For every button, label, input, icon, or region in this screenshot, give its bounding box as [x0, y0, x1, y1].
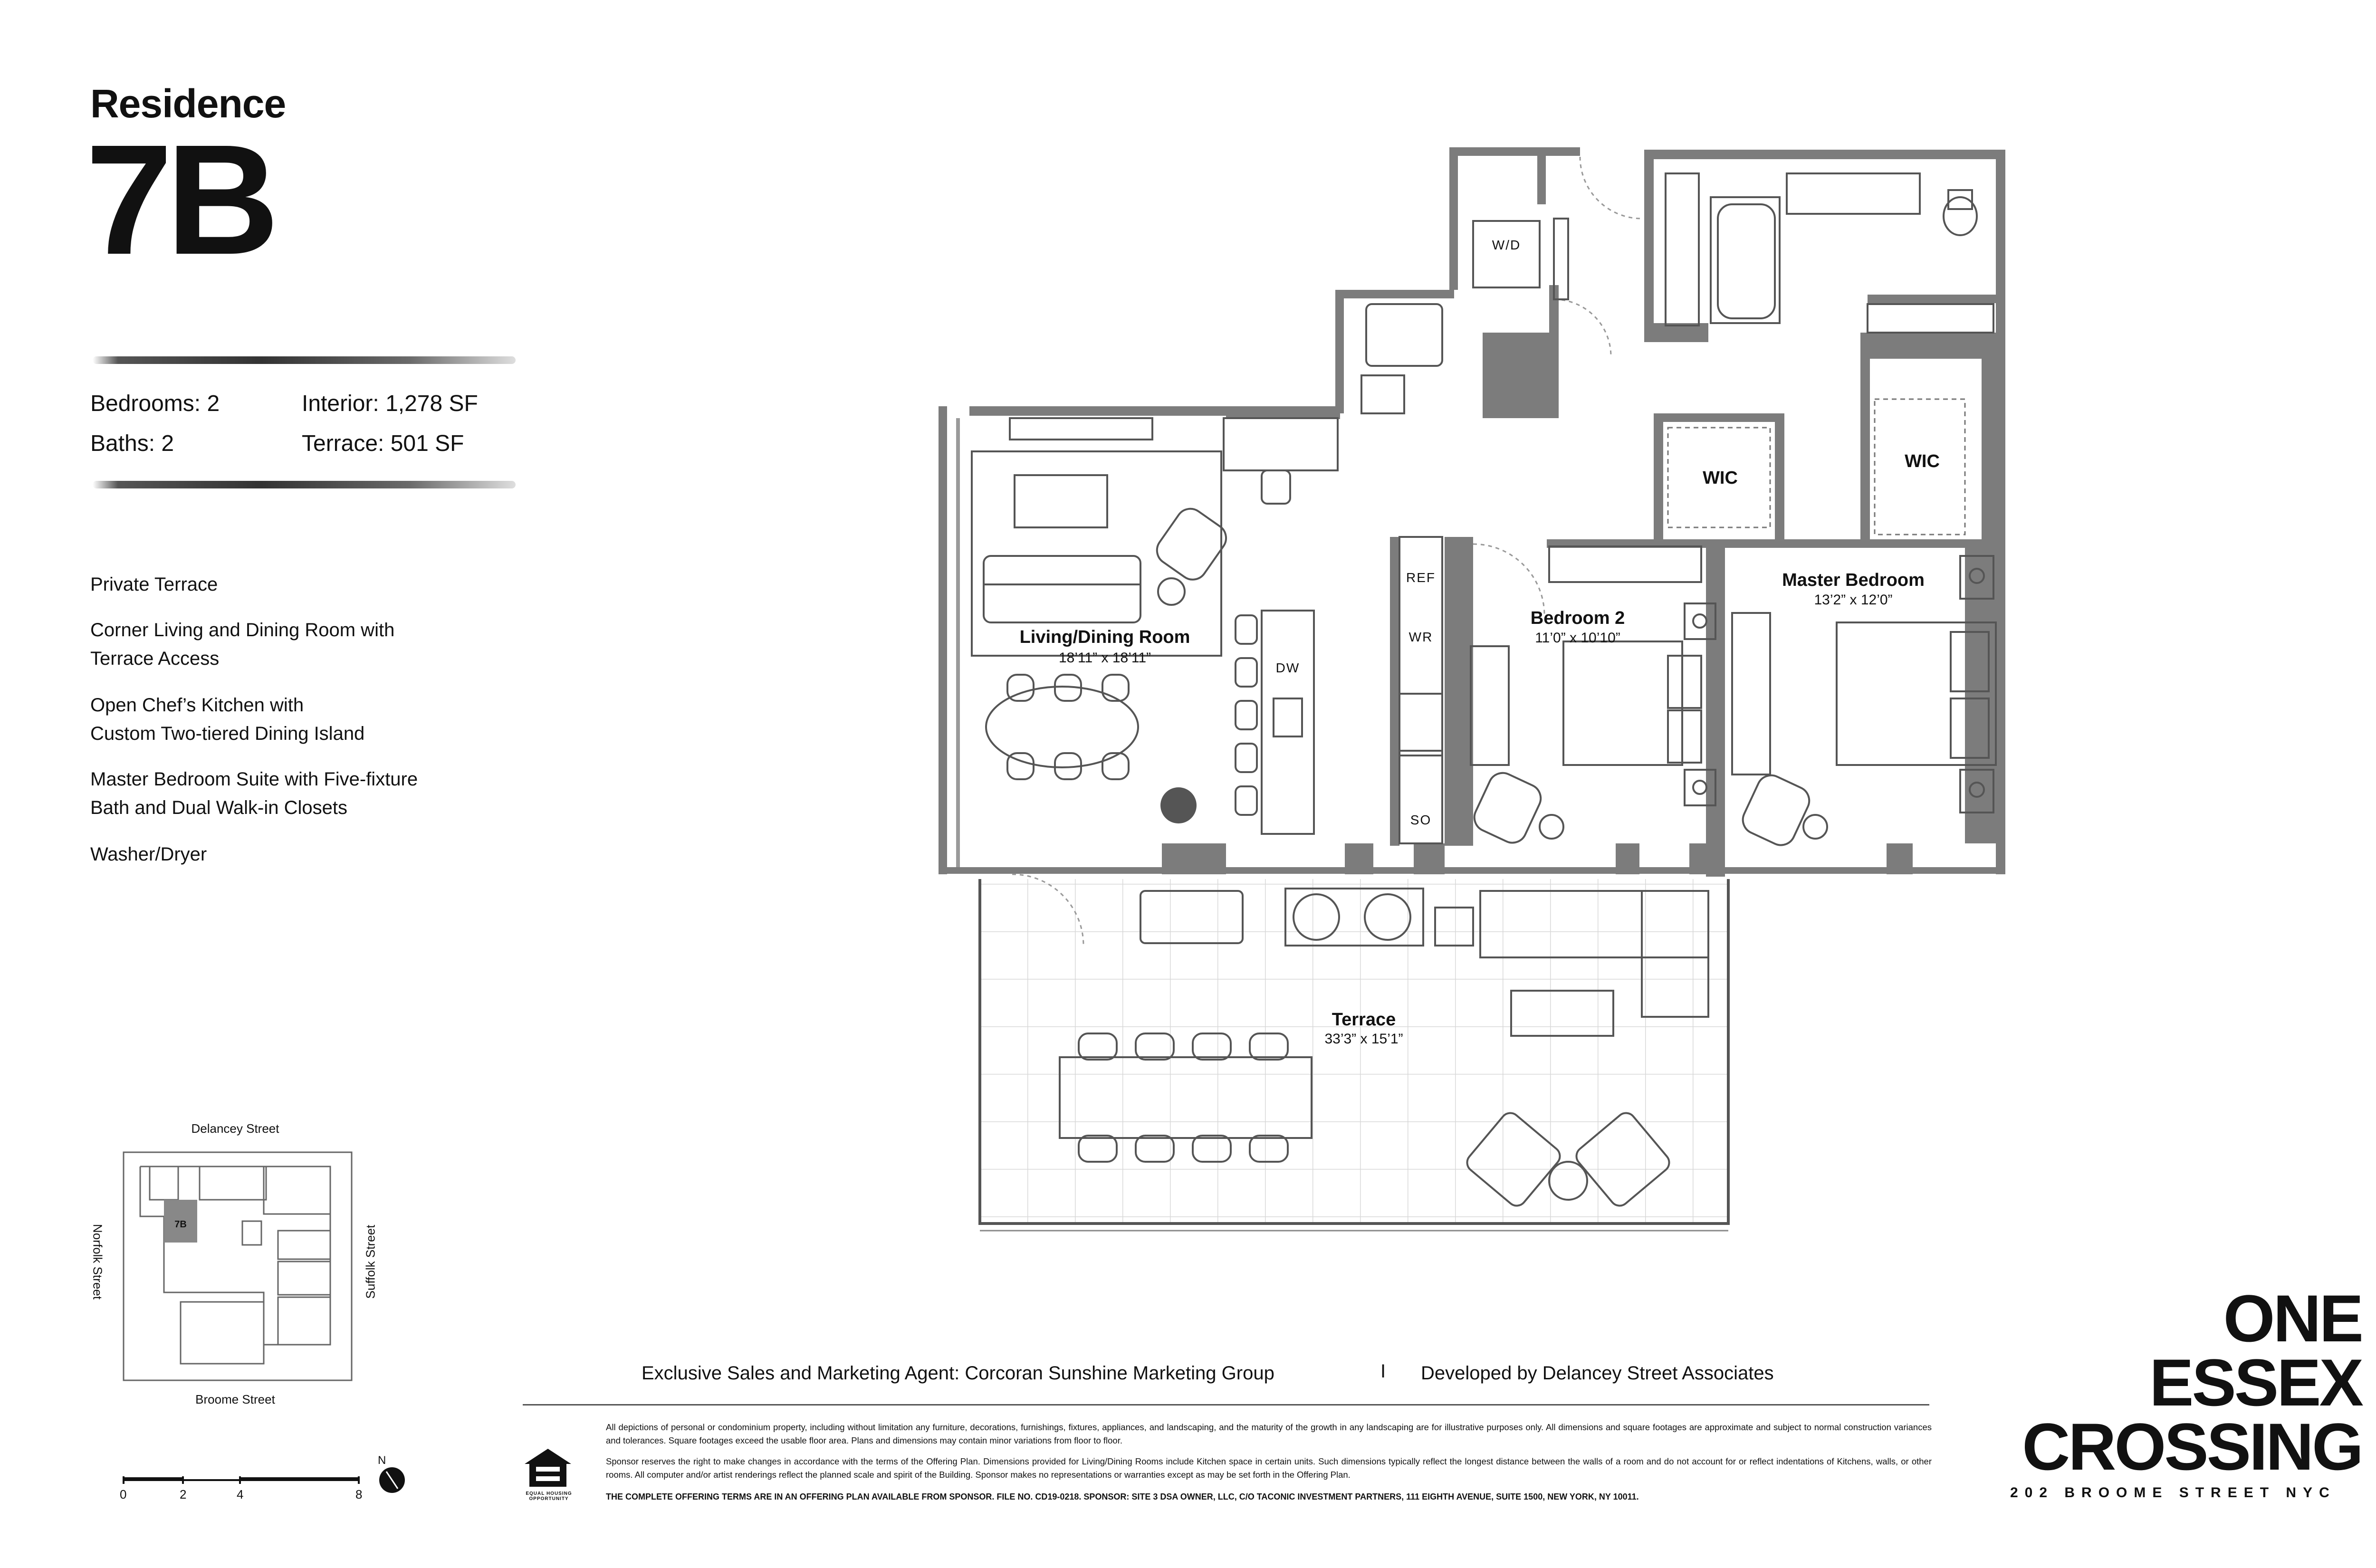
bar-stools: [1236, 615, 1257, 815]
residence-label: Residence: [90, 81, 286, 126]
bedrooms-count: Bedrooms: 2: [90, 391, 220, 416]
feature-master-line2: Bath and Dual Walk-in Closets: [90, 797, 347, 818]
disclaimer-sponsor: Sponsor reserves the right to make changes in accordance with the terms of the Offering Plan. Dimensions provided for Living/Dining Rooms include Kitchen space in certain units. Such dimensions typically reflect the longest distance between the walls of a room and do not account for or reflect indentations of Kitchens, walls, or other rooms. All computer and/or artist renderings reflect the planned scale and spirit of the Building. Sponsor makes no representations or warranties except as may be set forth in the Offering Plan.: [606, 1456, 1932, 1480]
terrace-label: Terrace: [1332, 1010, 1396, 1030]
scale-tick-2: 2: [180, 1487, 187, 1501]
brand-logo-essex: ESSEX: [2149, 1345, 2362, 1420]
north-arrow-icon: [378, 1466, 406, 1494]
scale-tick-4: 4: [237, 1487, 244, 1501]
bedroom2-furniture: [1470, 546, 1715, 847]
living-dining-label: Living/Dining Room: [1019, 627, 1190, 647]
footer-rule: [523, 1404, 1929, 1405]
master-bedroom-label: Master Bedroom: [1782, 570, 1925, 590]
terrace-sf: Terrace: 501 SF: [302, 431, 464, 456]
sales-agent-credit: Exclusive Sales and Marketing Agent: Corcoran Sunshine Marketing Group: [642, 1363, 1274, 1384]
feature-kitchen-line2: Custom Two-tiered Dining Island: [90, 723, 365, 744]
brand-logo-crossing: CROSSING: [2022, 1409, 2362, 1484]
scale-bar: [121, 1471, 368, 1490]
dishwasher-label: DW: [1275, 660, 1300, 675]
keyplan-north-street: Delancey Street: [191, 1121, 279, 1136]
scale-tick-8: 8: [355, 1487, 363, 1501]
walls: [939, 147, 2005, 877]
keyplan-map: [121, 1150, 354, 1387]
equal-housing-icon: [522, 1447, 574, 1490]
keyplan-east-street: Suffolk Street: [363, 1224, 378, 1299]
oven-label: SO: [1410, 813, 1432, 827]
living-furniture: [972, 418, 1338, 779]
feature-master-line1: Master Bedroom Suite with Five-fixture: [90, 769, 418, 790]
feature-living-line1: Corner Living and Dining Room with: [90, 620, 395, 641]
keyplan-west-street: Norfolk Street: [90, 1224, 105, 1300]
feature-living-line2: Terrace Access: [90, 648, 220, 669]
bedroom2-dims: 11’0” x 10’10”: [1535, 630, 1620, 646]
side-table: [1160, 787, 1197, 823]
feature-private-terrace: Private Terrace: [90, 574, 218, 595]
brand-logo-one: ONE: [2223, 1281, 2362, 1356]
master-bedroom-dims: 13’2” x 12’0”: [1814, 592, 1893, 608]
door-swings: [1012, 157, 1642, 946]
terrace-area: [980, 879, 1728, 1231]
footer-separator: I: [1380, 1361, 1386, 1382]
disclaimer-offering: THE COMPLETE OFFERING TERMS ARE IN AN OFFERING PLAN AVAILABLE FROM SPONSOR. FILE NO. CD19-0218. SPONSOR: SITE 3 DSA OWNER, LLC, C/O TACONIC INVESTMENT PARTNERS, 111 EIGHTH AVENUE, SUITE 1500, NEW YORK, NY 10011.: [606, 1492, 1639, 1501]
keyplan-south-street: Broome Street: [195, 1392, 275, 1406]
disclaimer-dimensions: All depictions of personal or condominium property, including without limitation any furniture, decorations, furnishings, fixtures, appliances, and landscaping, and the maturity of the growth in any landscaping are for illustrative purposes only. All dimensions and square footages are approximate and subject to normal construction variances and tolerances. Square footages exceed the usable floor area. Plans and dimensions may contain minor variations from floor to floor.: [606, 1422, 1932, 1445]
terrace-dims: 33’3” x 15’1”: [1324, 1031, 1403, 1047]
keyplan-unit-marker: 7B: [174, 1219, 187, 1230]
equal-housing-text: EQUAL HOUSING OPPORTUNITY: [526, 1491, 572, 1501]
refrigerator-label: REF: [1406, 570, 1436, 585]
living-dining-dims: 18’11” x 18’11”: [1058, 650, 1151, 666]
wic-label-1: WIC: [1703, 468, 1738, 488]
wic-label-2: WIC: [1905, 451, 1940, 471]
north-arrow-label: N: [378, 1454, 386, 1467]
washer-dryer-label: W/D: [1492, 238, 1521, 252]
unit-number: 7B: [86, 112, 273, 287]
wine-refrigerator-label: WR: [1408, 630, 1433, 644]
feature-kitchen-line1: Open Chef’s Kitchen with: [90, 695, 304, 716]
interior-sf: Interior: 1,278 SF: [302, 391, 478, 416]
brand-address: 202 BROOME STREET NYC: [2010, 1485, 2336, 1501]
baths-count: Baths: 2: [90, 431, 174, 456]
scale-tick-0: 0: [120, 1487, 127, 1501]
developer-credit: Developed by Delancey Street Associates: [1421, 1363, 1774, 1384]
feature-washer-dryer: Washer/Dryer: [90, 844, 207, 865]
bedroom2-label: Bedroom 2: [1530, 608, 1625, 628]
